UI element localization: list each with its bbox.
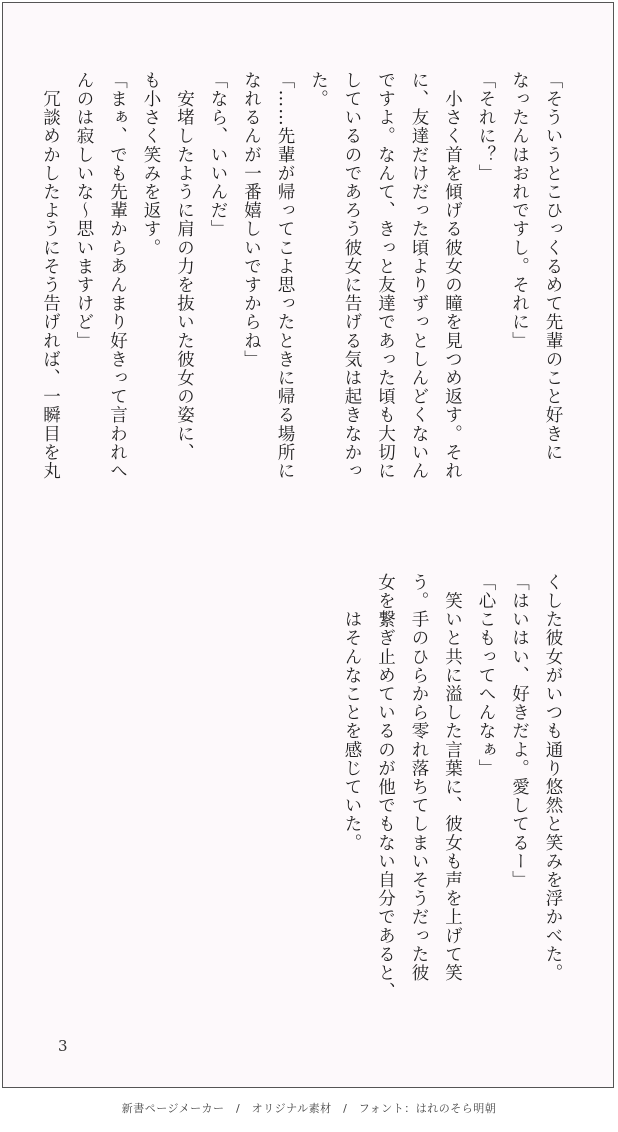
text-line: た。 [308,71,329,109]
text-line: しているのであろう彼女に告げる気は起きなかっ [342,71,362,481]
text-line: なれるんが一番嬉しいですからね」 [241,71,262,369]
text-line: んのは寂しいな～思いますけど」 [74,71,94,350]
text-block-bottom [335,573,570,1033]
text-line: 安堵したように肩の力を抜いた彼女の姿に、 [174,71,195,462]
text-line: ですよ。なんて、きっと友達であった頃も大切に [375,71,396,481]
text-line: 女を繋ぎ止めているのが他でもない自分であると、 [375,573,396,1001]
text-line: 冗談めかしたようにそう告げれば、一瞬目を丸 [40,71,61,481]
text-line: はそんなことを感じていた。 [342,573,362,852]
text-line: 「まぁ、でも先輩からあんまり好きって言われへ [107,71,128,481]
text-line: なったんはおれですし。それに」 [509,71,530,350]
text-line: も小さく笑みを返す。 [141,71,161,257]
text-line: 「そういうとこひっくるめて先輩のこと好きに [543,71,563,462]
text-line: 「……先輩が帰ってこよ思ったときに帰る場所に [275,71,295,481]
text-line: 小さく首を傾げる彼女の瞳を見つめ返す。それ [442,71,463,481]
footer-credits: 新書ページメーカー / オリジナル素材 / フォント：はれのそら明朝 [121,1102,497,1115]
text-line: 笑いと共に溢した言葉に、彼女も声を上げて笑 [442,573,463,983]
text-line: くした彼女がいつも通り悠然と笑みを浮かべた。 [543,573,563,983]
page-number: 3 [58,1037,68,1055]
text-line: 「それに？」 [476,71,496,183]
text-block-top [33,71,569,531]
text-line: う。手のひらから零れ落ちてしまいそうだった彼 [409,573,429,983]
book-page [2,2,614,1088]
text-line: 「心こもってへんなぁ」 [476,573,496,778]
text-line: に、友達だけだった頃よりずっとしんどくないん [409,71,429,481]
text-line: 「はいはい、好きだよ。愛してるー」 [509,573,530,890]
text-line: 「なら、いいんだ」 [208,71,228,239]
